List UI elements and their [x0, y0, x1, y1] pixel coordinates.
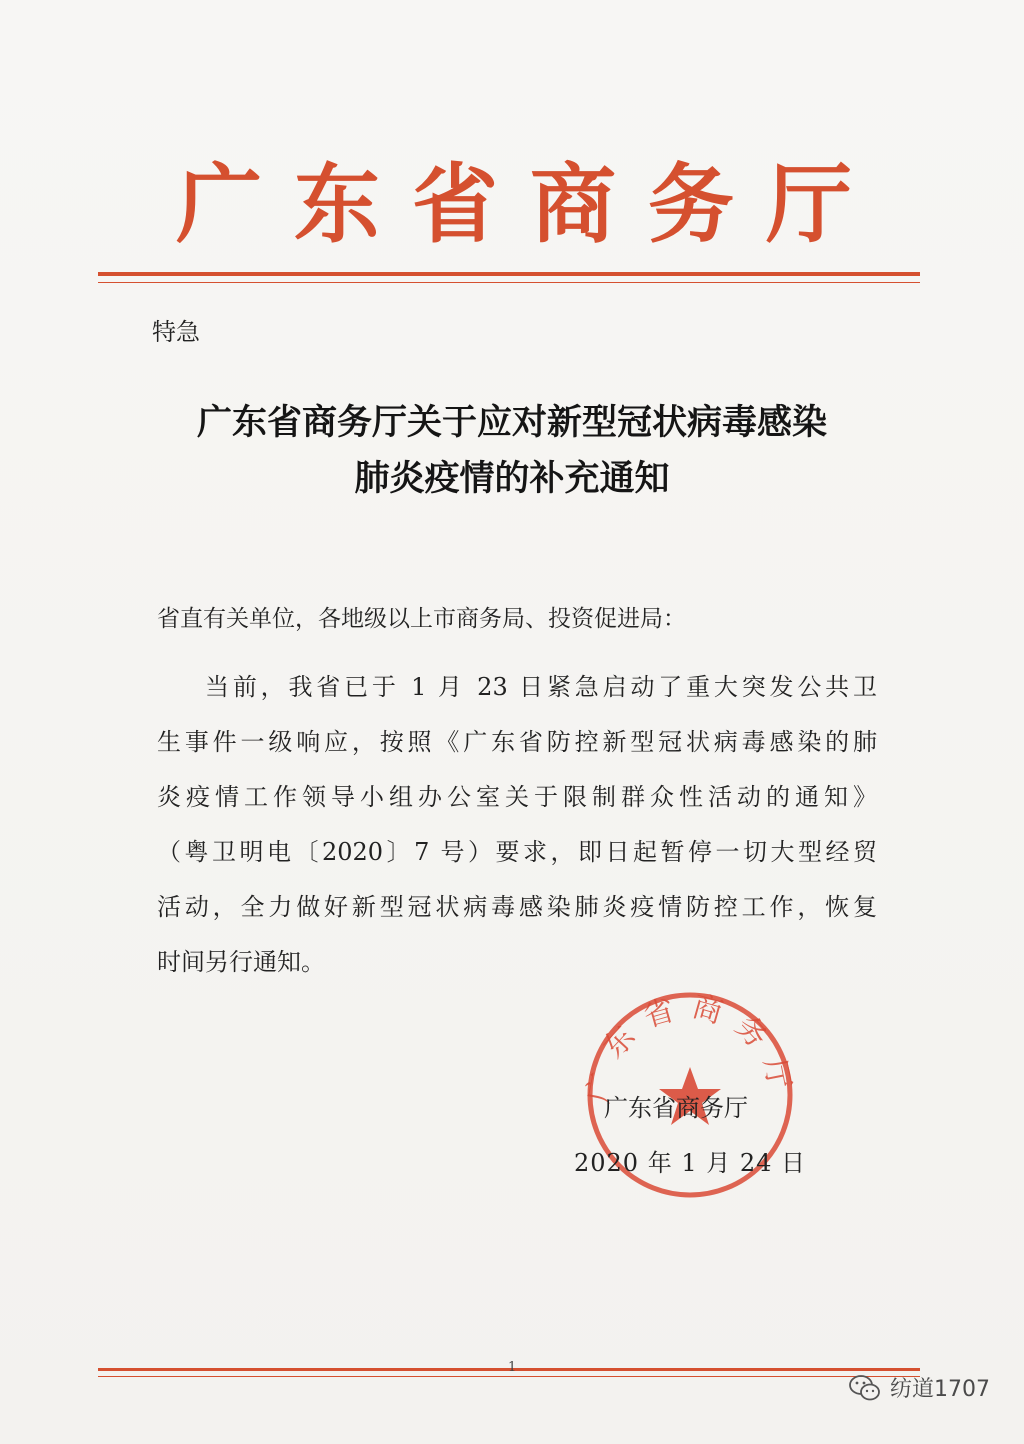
body-paragraph — [157, 660, 877, 990]
seal-ring-text: 广东省商务厅 — [580, 989, 800, 1106]
signature-date: 2020 年 1 月 24 日 — [574, 1149, 807, 1177]
signature-organization: 广东省商务厅 — [604, 1094, 748, 1122]
watermark — [848, 1372, 990, 1403]
body-line: 炎疫情工作领导小组办公室关于限制群众性活动的通知》 — [157, 783, 877, 811]
body-line: 生事件一级响应，按照《广东省防控新型冠状病毒感染的肺 — [157, 728, 877, 756]
salutation: 省直有关单位，各地级以上市商务局、投资促进局： — [157, 606, 686, 632]
letterhead-rule-top — [98, 272, 920, 276]
body-line: 活动，全力做好新型冠状病毒感染肺炎疫情防控工作，恢复 — [157, 893, 877, 921]
letterhead-title: 广东省商务厅 — [176, 155, 884, 255]
urgency-label: 特急 — [152, 318, 200, 346]
document-title-line-1: 广东省商务厅关于应对新型冠状病毒感染 — [196, 403, 827, 443]
watermark-text: 纺道1707 — [890, 1377, 990, 1402]
body-line: 时间另行通知。 — [157, 948, 325, 976]
letterhead-rule-bottom — [98, 282, 920, 283]
wechat-icon — [848, 1373, 882, 1403]
footer-rule-bottom — [98, 1376, 920, 1377]
document-title — [120, 395, 904, 507]
page-number: 1 — [508, 1360, 517, 1375]
body-line: 当前，我省已于 1 月 23 日紧急启动了重大突发公共卫 — [205, 673, 877, 701]
body-line: （粤卫明电〔2020〕7 号）要求，即日起暂停一切大型经贸 — [157, 838, 877, 866]
document-title-line-2: 肺炎疫情的补充通知 — [354, 459, 670, 499]
